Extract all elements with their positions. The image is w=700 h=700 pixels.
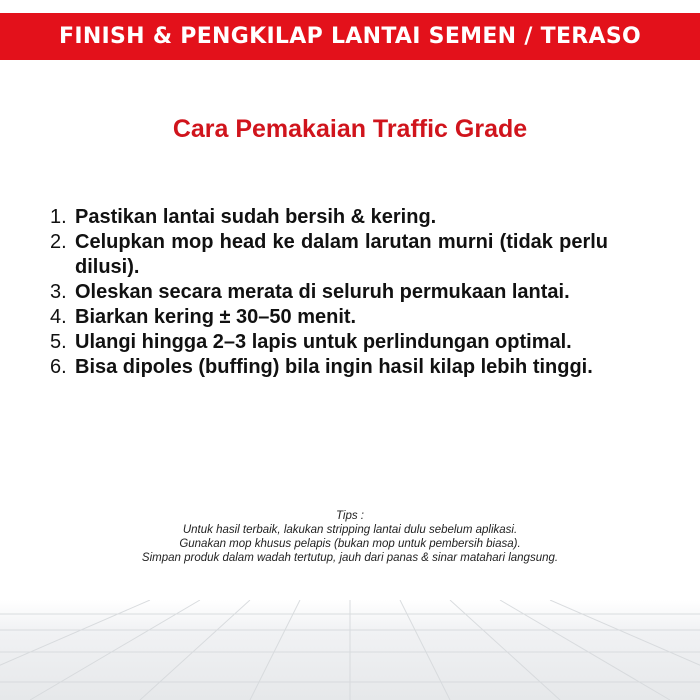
step-text: Oleskan secara merata di seluruh permukaan lantai. [75,281,570,303]
header-title: FINISH & PENGKILAP LANTAI SEMEN / TERASO [59,24,641,49]
section-title: Cara Pemakaian Traffic Grade [172,115,528,143]
step-number: 2. [50,231,67,253]
step-text: Ulangi hingga 2–3 lapis untuk perlindungan optimal. [75,331,572,353]
floor-tiles-background [0,600,700,700]
instruction-list [50,205,608,380]
step-number: 6. [50,356,67,378]
step-text: Celupkan mop head ke dalam larutan murni (tidak perlu dilusi). [75,231,608,278]
list-item [50,355,608,380]
step-number: 4. [50,306,67,328]
step-text: Biarkan kering ± 30–50 menit. [75,306,357,328]
list-item [50,280,608,305]
tips-line: Untuk hasil terbaik, lakukan stripping lantai dulu sebelum aplikasi. [182,524,518,536]
list-item [50,205,608,230]
header-banner [0,13,700,60]
step-number: 3. [50,281,67,303]
tips-line: Gunakan mop khusus pelapis (bukan mop untuk pembersih biasa). [179,538,521,550]
step-text: Bisa dipoles (buffing) bila ingin hasil kilap lebih tinggi. [75,356,593,378]
tips-line: Simpan produk dalam wadah tertutup, jauh dari panas & sinar matahari langsung. [141,552,559,564]
list-item [50,305,608,330]
list-item [50,230,608,280]
header-bar [0,0,700,70]
floor-tile-grid [0,600,700,700]
step-text: Pastikan lantai sudah bersih & kering. [75,206,437,228]
tips-block [0,509,700,565]
step-number: 5. [50,331,67,353]
tips-heading: Tips : [335,510,364,522]
list-item [50,330,608,355]
step-number: 1. [50,206,67,228]
